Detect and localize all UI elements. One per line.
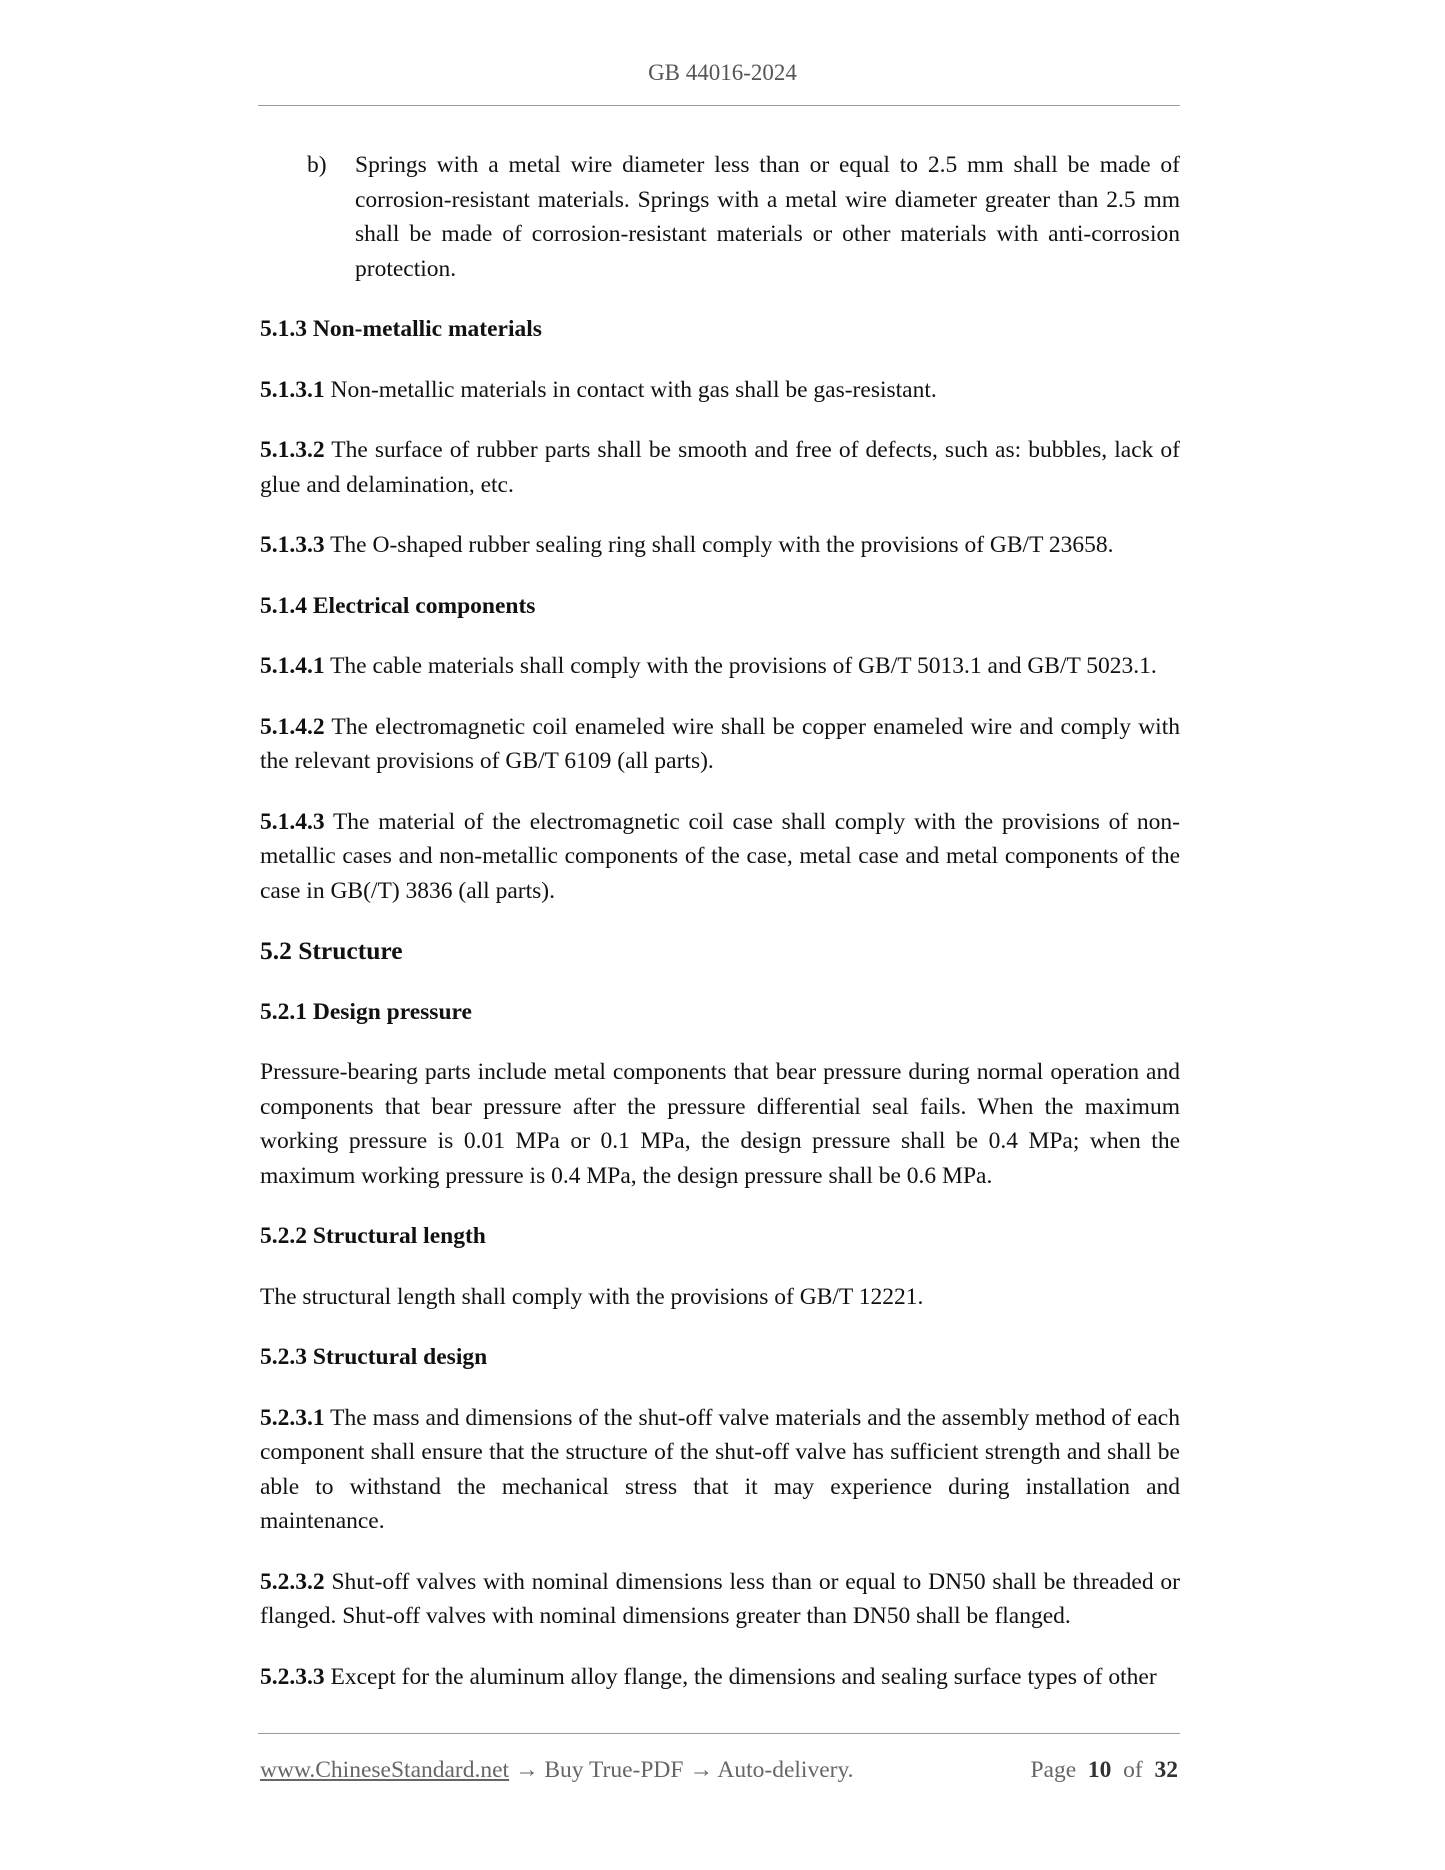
clause-text: Non-metallic materials in contact with gas shall be gas-resistant.: [324, 376, 937, 403]
clause-5-2-3-1: [260, 1401, 1180, 1539]
footer-promo-text: → Buy True-PDF → Auto-delivery.: [509, 1757, 854, 1783]
page-of: of: [1123, 1757, 1143, 1783]
clause-number: 5.2.3.2: [260, 1568, 325, 1595]
paragraph-5-2-1: Pressure-bearing parts include metal components that bear pressure during normal operation and components that bear pressure after the pressure differential seal fails. When the maximum working pressure is 0.01 MPa or 0.1 MPa, the design pressure shall be 0.4 MPa; when the maximum working pressure is 0.4 MPa, the design pressure shall be 0.6 MPa.: [260, 1059, 1180, 1189]
list-marker: b): [307, 152, 327, 178]
clause-text: The surface of rubber parts shall be smooth and free of defects, such as: bubbles, lack of glue and delamination, etc.: [260, 437, 1180, 498]
clause-text: The O-shaped rubber sealing ring shall comply with the provisions of GB/T 23658.: [324, 532, 1114, 558]
clause-number: 5.1.3.3: [260, 532, 325, 558]
document-body: [260, 148, 1180, 1720]
list-item-b: [260, 148, 1180, 286]
heading-5-1-3: 5.1.3 Non-metallic materials: [260, 316, 542, 342]
page-header-title: GB 44016-2024: [648, 60, 797, 85]
clause-number: 5.1.3.2: [260, 437, 325, 463]
heading-5-2-2: 5.2.2 Structural length: [260, 1223, 486, 1249]
clause-number: 5.1.4.1: [260, 653, 325, 679]
clause-number: 5.2.3.3: [260, 1663, 325, 1690]
footer-divider: [258, 1733, 1180, 1734]
paragraph-5-2-2: The structural length shall comply with the provisions of GB/T 12221.: [260, 1283, 924, 1310]
clause-number: 5.1.3.1: [260, 376, 325, 403]
clause-text: The electromagnetic coil enameled wire shall be copper enameled wire and comply with the relevant provisions of GB/T 6109 (all parts).: [260, 713, 1180, 774]
heading-5-1-4: 5.1.4 Electrical components: [260, 592, 536, 619]
clause-text: Except for the aluminum alloy flange, the dimensions and sealing surface types of other: [324, 1663, 1157, 1690]
header-divider: [258, 105, 1180, 106]
clause-number: 5.1.4.3: [260, 808, 325, 835]
page-footer: [260, 1757, 1178, 1784]
clause-number: 5.1.4.2: [260, 713, 325, 740]
clause-5-1-4-1: [260, 649, 1180, 684]
page-current: 10: [1087, 1757, 1112, 1783]
footer-promo: [260, 1757, 854, 1784]
clause-5-1-3-1: [260, 373, 1180, 408]
clause-text: The material of the electromagnetic coil case shall comply with the provisions of non-metallic cases and non-metallic components of the case, metal case and metal components of the case in GB(/T) 3836 (all parts).: [260, 808, 1180, 904]
website-link[interactable]: www.ChineseStandard.net: [260, 1757, 510, 1783]
list-item-text: Springs with a metal wire diameter less than or equal to 2.5 mm shall be made of corrosion-resistant materials. Springs with a metal wire diameter greater than 2.5 mm shall be made of corrosion-resistant materials or other materials with anti-corrosion protection.: [355, 152, 1180, 282]
clause-5-1-3-3: [260, 528, 1180, 563]
page-total: 32: [1154, 1757, 1178, 1783]
clause-text: The mass and dimensions of the shut-off valve materials and the assembly method of each component shall ensure that the structure of the shut-off valve has sufficient strength and shall be able to withstand the mechanical stress that it may experience during installation and maintenance.: [260, 1404, 1180, 1534]
heading-5-2: 5.2 Structure: [260, 936, 403, 965]
clause-text: Shut-off valves with nominal dimensions less than or equal to DN50 shall be threaded or flanged. Shut-off valves with nominal dimensions greater than DN50 shall be flanged.: [260, 1568, 1180, 1629]
clause-5-1-4-3: [260, 805, 1180, 909]
clause-5-1-3-2: [260, 433, 1180, 502]
clause-5-2-3-3: [260, 1660, 1180, 1695]
heading-5-2-1: 5.2.1 Design pressure: [260, 998, 472, 1025]
heading-5-2-3: 5.2.3 Structural design: [260, 1344, 488, 1370]
page-indicator: [1030, 1757, 1178, 1784]
page-label: Page: [1030, 1757, 1077, 1783]
clause-5-1-4-2: [260, 710, 1180, 779]
clause-number: 5.2.3.1: [260, 1404, 325, 1431]
clause-text: The cable materials shall comply with the provisions of GB/T 5013.1 and GB/T 5023.1.: [324, 653, 1157, 679]
clause-5-2-3-2: [260, 1565, 1180, 1634]
